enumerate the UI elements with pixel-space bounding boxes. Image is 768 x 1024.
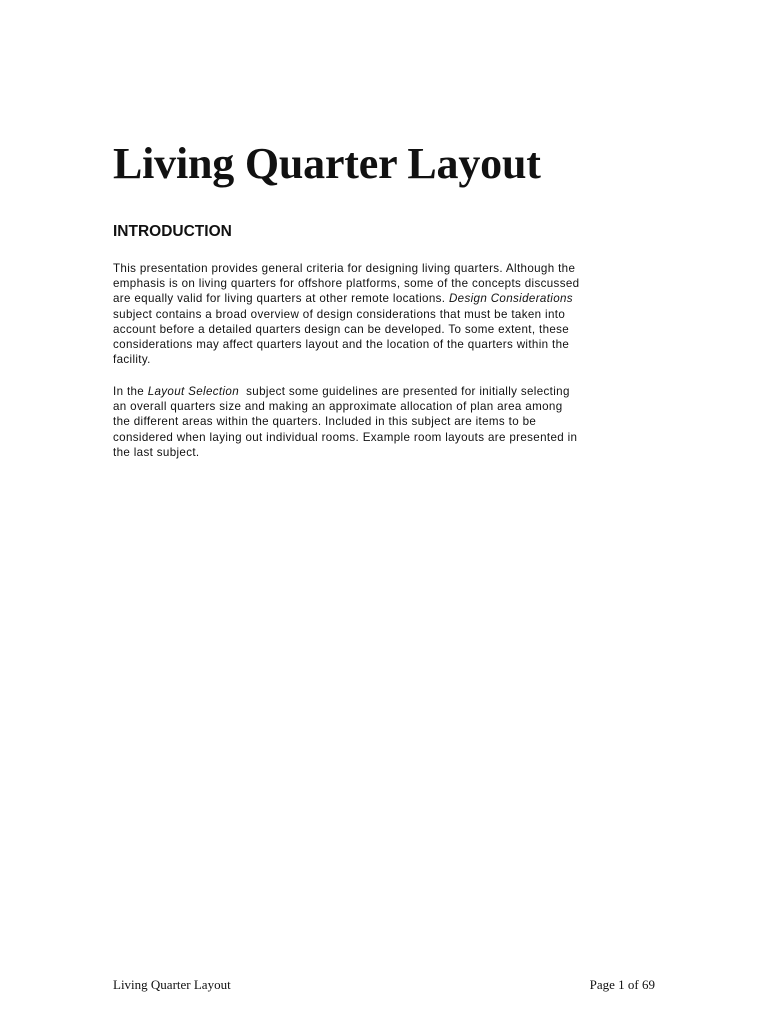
- footer-document-title: Living Quarter Layout: [113, 977, 231, 992]
- paragraph-line: subject contains a broad overview of design considerations that must be taken into: [113, 307, 566, 321]
- paragraph-text: subject some guidelines are presented for initially selecting: [239, 385, 570, 398]
- intro-paragraph-1: [113, 261, 658, 367]
- paragraph-line: emphasis is on living quarters for offshore platforms, some of the concepts discussed: [113, 277, 580, 291]
- emphasis-layout-selection: Layout Selection: [147, 385, 240, 398]
- paragraph-line: considerations may affect quarters layout and the location of the quarters within the: [113, 338, 570, 352]
- paragraph-text: In the: [113, 385, 148, 398]
- paragraph-text: are equally valid for living quarters at other remote locations.: [113, 292, 449, 306]
- paragraph-line: the different areas within the quarters. Included in this subject are items to be: [113, 415, 537, 429]
- emphasis-design-considerations: Design Considerations: [448, 292, 573, 306]
- section-heading-introduction: INTRODUCTION: [113, 223, 232, 240]
- paragraph-line: This presentation provides general criteria for designing living quarters. Although the: [113, 262, 576, 275]
- paragraph-line: [113, 384, 658, 399]
- paragraph-line: the last subject.: [113, 445, 200, 459]
- paragraph-line: [113, 291, 658, 306]
- document-title: Living Quarter Layout: [113, 139, 541, 188]
- paragraph-line: an overall quarters size and making an approximate allocation of plan area among: [113, 400, 563, 414]
- intro-paragraph-2: [113, 384, 658, 460]
- paragraph-line: considered when laying out individual rooms. Example room layouts are presented in: [113, 430, 578, 444]
- paragraph-line: account before a detailed quarters design can be developed. To some extent, these: [113, 322, 570, 336]
- paragraph-line: facility.: [113, 353, 151, 367]
- footer-page-number: Page 1 of 69: [589, 977, 655, 992]
